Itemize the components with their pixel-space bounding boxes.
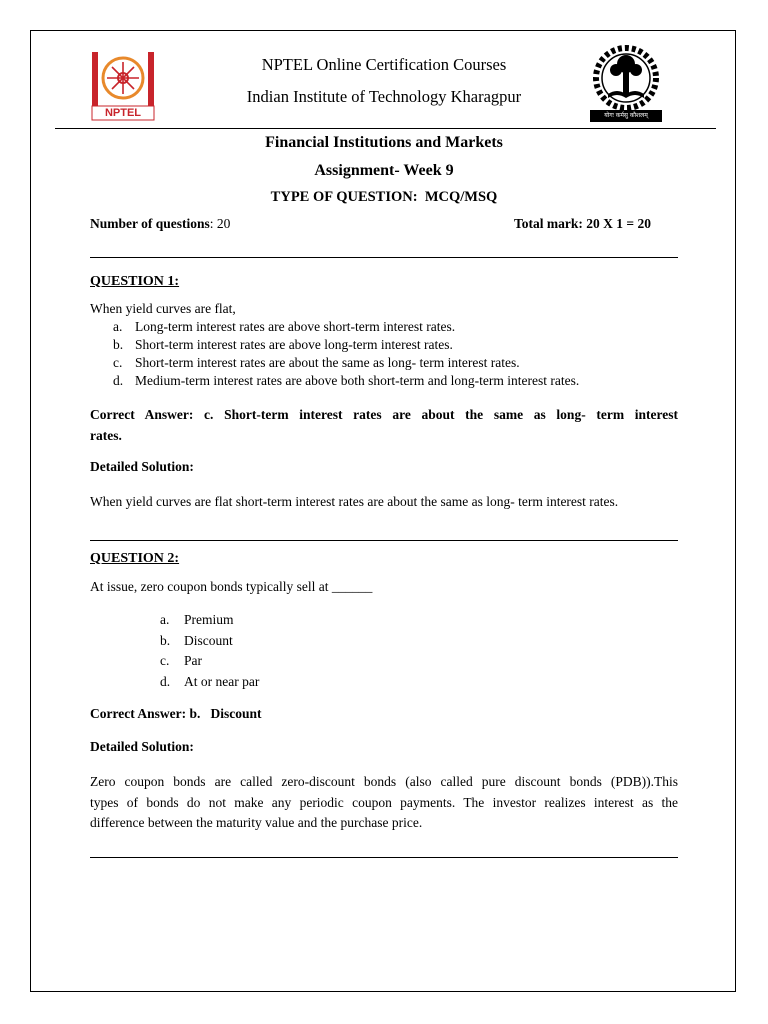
nptel-logo: [90, 50, 156, 122]
list-item: [90, 610, 590, 631]
question-2-solution-line-2: types of bonds do not make any periodic coupon payments. The investor realizes interest as the: [90, 794, 678, 810]
iit-logo-motto: योगः कर्मसु कौशलम्: [590, 110, 662, 122]
question-2-answer: Correct Answer: b. Discount: [90, 706, 262, 721]
list-item: [90, 354, 690, 372]
option-text: Short-term interest rates are above long-term interest rates.: [135, 337, 453, 352]
option-text: Par: [184, 653, 202, 668]
option-label: c.: [160, 653, 170, 668]
question-2-solution-label: Detailed Solution:: [90, 739, 194, 754]
option-text: Short-term interest rates are about the same as long- term interest rates.: [135, 355, 520, 370]
list-item: [90, 372, 690, 390]
question-1-answer-line-2: rates.: [90, 428, 122, 443]
divider: [90, 540, 678, 541]
iit-kharagpur-seal-icon: [590, 44, 662, 112]
option-label: d.: [113, 373, 124, 388]
iit-kharagpur-logo: [590, 44, 662, 124]
num-questions-value: : 20: [209, 216, 231, 231]
week-title: Assignment- Week 9: [314, 162, 454, 179]
course-title: Financial Institutions and Markets: [265, 134, 503, 151]
question-2-solution-line-3: difference between the maturity value and the purchase price.: [90, 815, 423, 830]
question-1-solution-label: Detailed Solution:: [90, 459, 194, 474]
option-label: b.: [160, 632, 171, 648]
option-label: a.: [160, 612, 170, 627]
option-label: c.: [113, 355, 123, 370]
question-type: TYPE OF QUESTION: MCQ/MSQ: [270, 189, 498, 205]
option-text: Discount: [184, 632, 233, 648]
divider: [90, 857, 678, 858]
question-1-heading: QUESTION 1:: [90, 274, 180, 289]
list-item: [90, 336, 690, 354]
nptel-logo-text: NPTEL: [104, 107, 142, 119]
question-1-options: [90, 318, 690, 390]
num-questions-label: Number of questions: [90, 216, 210, 231]
question-1-answer: [90, 404, 678, 446]
divider: [90, 257, 678, 258]
org-line-1: NPTEL Online Certification Courses: [261, 55, 507, 74]
question-2-options: [90, 610, 590, 692]
number-of-questions: [90, 215, 230, 233]
question-2-solution: [90, 772, 678, 834]
option-text: Medium-term interest rates are above both short-term and long-term interest rates.: [135, 373, 580, 388]
question-1-prompt: When yield curves are flat,: [90, 301, 236, 316]
list-item: [90, 651, 590, 672]
question-2-solution-line-1: Zero coupon bonds are called zero-discount bonds (also called pure discount bonds (PDB)).This: [90, 774, 678, 789]
list-item: [90, 318, 690, 336]
header-divider: [55, 128, 716, 129]
option-label: d.: [160, 673, 171, 689]
option-text: At or near par: [184, 673, 260, 689]
total-mark: Total mark: 20 X 1 = 20: [514, 216, 651, 231]
option-text: Long-term interest rates are above short-term interest rates.: [135, 319, 456, 334]
question-1-solution: When yield curves are flat short-term interest rates are about the same as long- term interest rates.: [90, 494, 619, 509]
question-2-prompt: At issue, zero coupon bonds typically sell at ______: [90, 579, 373, 594]
option-label: a.: [113, 319, 123, 334]
option-text: Premium: [184, 612, 234, 627]
list-item: [90, 672, 590, 693]
org-line-2: Indian Institute of Technology Kharagpur: [246, 87, 522, 106]
question-2-heading: QUESTION 2:: [90, 551, 180, 566]
option-label: b.: [113, 337, 124, 352]
list-item: [90, 631, 590, 652]
question-1-answer-line-1: Correct Answer: c. Short-term interest rates are about the same as long- term interest: [90, 407, 678, 422]
